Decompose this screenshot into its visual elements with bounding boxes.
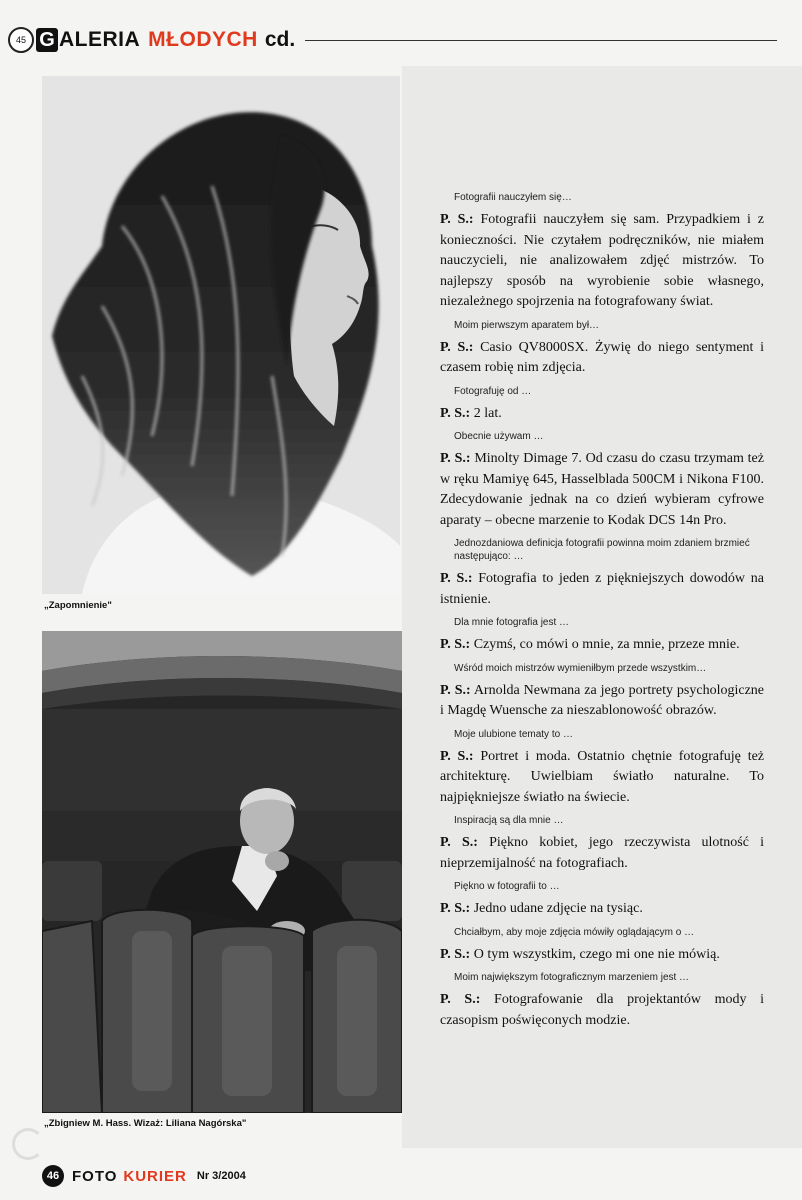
interview-question: Wśród moich mistrzów wymieniłbym przede wszystkim… bbox=[454, 662, 707, 674]
interview-answer bbox=[440, 635, 764, 656]
header-title-part3: cd. bbox=[264, 28, 296, 51]
interview-column bbox=[440, 191, 764, 1037]
photo-zapomnienie-image bbox=[42, 76, 400, 594]
interview-answer bbox=[440, 990, 764, 1031]
answer-text: Piękno kobiet, jego rzeczywista ulotność i nieprzemijalność na fotografiach. bbox=[440, 835, 765, 871]
interview-question: Chciałbym, aby moje zdjęcia mówiły oglądającym o … bbox=[454, 926, 695, 938]
answer-prefix: P. S.: bbox=[440, 901, 471, 916]
interview-answer bbox=[440, 404, 764, 425]
copyright-mark-icon bbox=[12, 1128, 44, 1160]
interview-answer bbox=[440, 569, 764, 610]
answer-prefix: P. S.: bbox=[440, 946, 471, 962]
interview-answer bbox=[440, 945, 764, 966]
answer-text: Fotografowanie dla projektantów mody i czasopism poświęconych modzie. bbox=[440, 992, 765, 1028]
photo-portrait-hass-image bbox=[42, 631, 402, 1113]
interview-answer bbox=[440, 449, 764, 531]
interview-question: Fotografii nauczyłem się… bbox=[454, 192, 572, 203]
answer-text: Minolty Dimage 7. Od czasu do czasu trzymam też w ręku Mamiyę 645, Hasselblada 500CM i Nikona F100. Zdecydowanie jednak na co dzień wybieram cyfrowe aparaty – obecne marzenie to Kodak DCS 14n Pro. bbox=[440, 451, 764, 528]
answer-text: Fotografii nauczyłem się sam. Przypadkiem i z konieczności. Nie czytałem podręczników, nie miałem nauczycieli, nie analizowałem zdjęć mistrzów. To najlepszy sposób na wyrobienie sobie własnego, niezależnego spojrzenia na fotografowany świat. bbox=[440, 212, 765, 309]
answer-prefix: P. S.: bbox=[440, 212, 474, 227]
answer-text: Fotografia to jeden z piękniejszych dowodów na istnienie. bbox=[440, 571, 764, 607]
answer-prefix: P. S.: bbox=[440, 339, 474, 355]
answer-prefix: P. S.: bbox=[440, 682, 471, 698]
interview-question: Piękno w fotografii to … bbox=[454, 881, 560, 892]
interview-question: Moim największym fotograficznym marzeniem jest … bbox=[454, 972, 690, 983]
answer-text: Arnolda Newmana za jego portrety psychologiczne i Magdę Wuensche za nieszablonowość obrazów. bbox=[440, 682, 765, 718]
interview-answer bbox=[440, 747, 764, 809]
photo-portrait-hass bbox=[42, 631, 402, 1113]
header-rule bbox=[305, 40, 777, 41]
answer-prefix: P. S.: bbox=[440, 405, 471, 421]
photo-caption-2: „Zbigniew M. Hass. Wizaż: Liliana Nagórska" bbox=[44, 1118, 247, 1129]
page-footer bbox=[42, 1165, 246, 1187]
interview-answer bbox=[440, 899, 764, 920]
footer-issue: Nr 3/2004 bbox=[196, 1170, 246, 1182]
header-title-part2: MŁODYCH bbox=[148, 28, 258, 51]
interview-question: Dla mnie fotografia jest … bbox=[454, 617, 570, 628]
header-g-logo: G bbox=[36, 28, 58, 52]
answer-prefix: P. S.: bbox=[440, 637, 471, 652]
interview-answer bbox=[440, 681, 764, 722]
interview-question: Jednozdaniowa definicja fotografii powinna moim zdaniem brzmieć następująco: … bbox=[454, 538, 750, 562]
answer-prefix: P. S.: bbox=[440, 992, 481, 1007]
answer-text: Jedno udane zdjęcie na tysiąc. bbox=[473, 901, 643, 916]
interview-answer bbox=[440, 210, 764, 313]
footer-page-number: 46 bbox=[42, 1165, 64, 1187]
answer-prefix: P. S.: bbox=[440, 451, 471, 466]
header-title-part1: ALERIA bbox=[59, 28, 141, 51]
interview-question: Fotografuję od … bbox=[454, 385, 532, 397]
answer-text: Portret i moda. Ostatnio chętnie fotografuję też architekturę. Uwielbiam światło naturalne. To najpiękniejsze światło na świecie. bbox=[440, 748, 765, 805]
answer-prefix: P. S.: bbox=[440, 835, 478, 850]
answer-text: O tym wszystkim, czego mi one nie mówią. bbox=[473, 946, 720, 962]
answer-text: 2 lat. bbox=[473, 405, 502, 421]
header-page-badge: 45 bbox=[8, 27, 34, 53]
answer-prefix: P. S.: bbox=[440, 748, 474, 764]
interview-question: Obecnie używam … bbox=[454, 431, 544, 442]
interview-question: Moje ulubione tematy to … bbox=[454, 728, 573, 740]
photo-zapomnienie bbox=[42, 76, 400, 594]
answer-text: Casio QV8000SX. Żywię do niego sentyment i czasem robię nim zdjęcia. bbox=[440, 339, 765, 375]
answer-text: Czymś, co mówi o mnie, za mnie, przeze mnie. bbox=[473, 637, 740, 652]
answer-prefix: P. S.: bbox=[440, 571, 473, 586]
section-header bbox=[8, 26, 295, 54]
footer-brand-kurier: KURIER bbox=[123, 1167, 187, 1185]
interview-answer bbox=[440, 338, 764, 379]
interview-answer bbox=[440, 833, 764, 874]
interview-question: Inspiracją są dla mnie … bbox=[454, 815, 564, 826]
photo-caption-1: „Zapomnienie" bbox=[44, 600, 112, 611]
interview-question: Moim pierwszym aparatem był… bbox=[454, 319, 600, 331]
footer-brand-foto: FOTO bbox=[72, 1167, 118, 1185]
